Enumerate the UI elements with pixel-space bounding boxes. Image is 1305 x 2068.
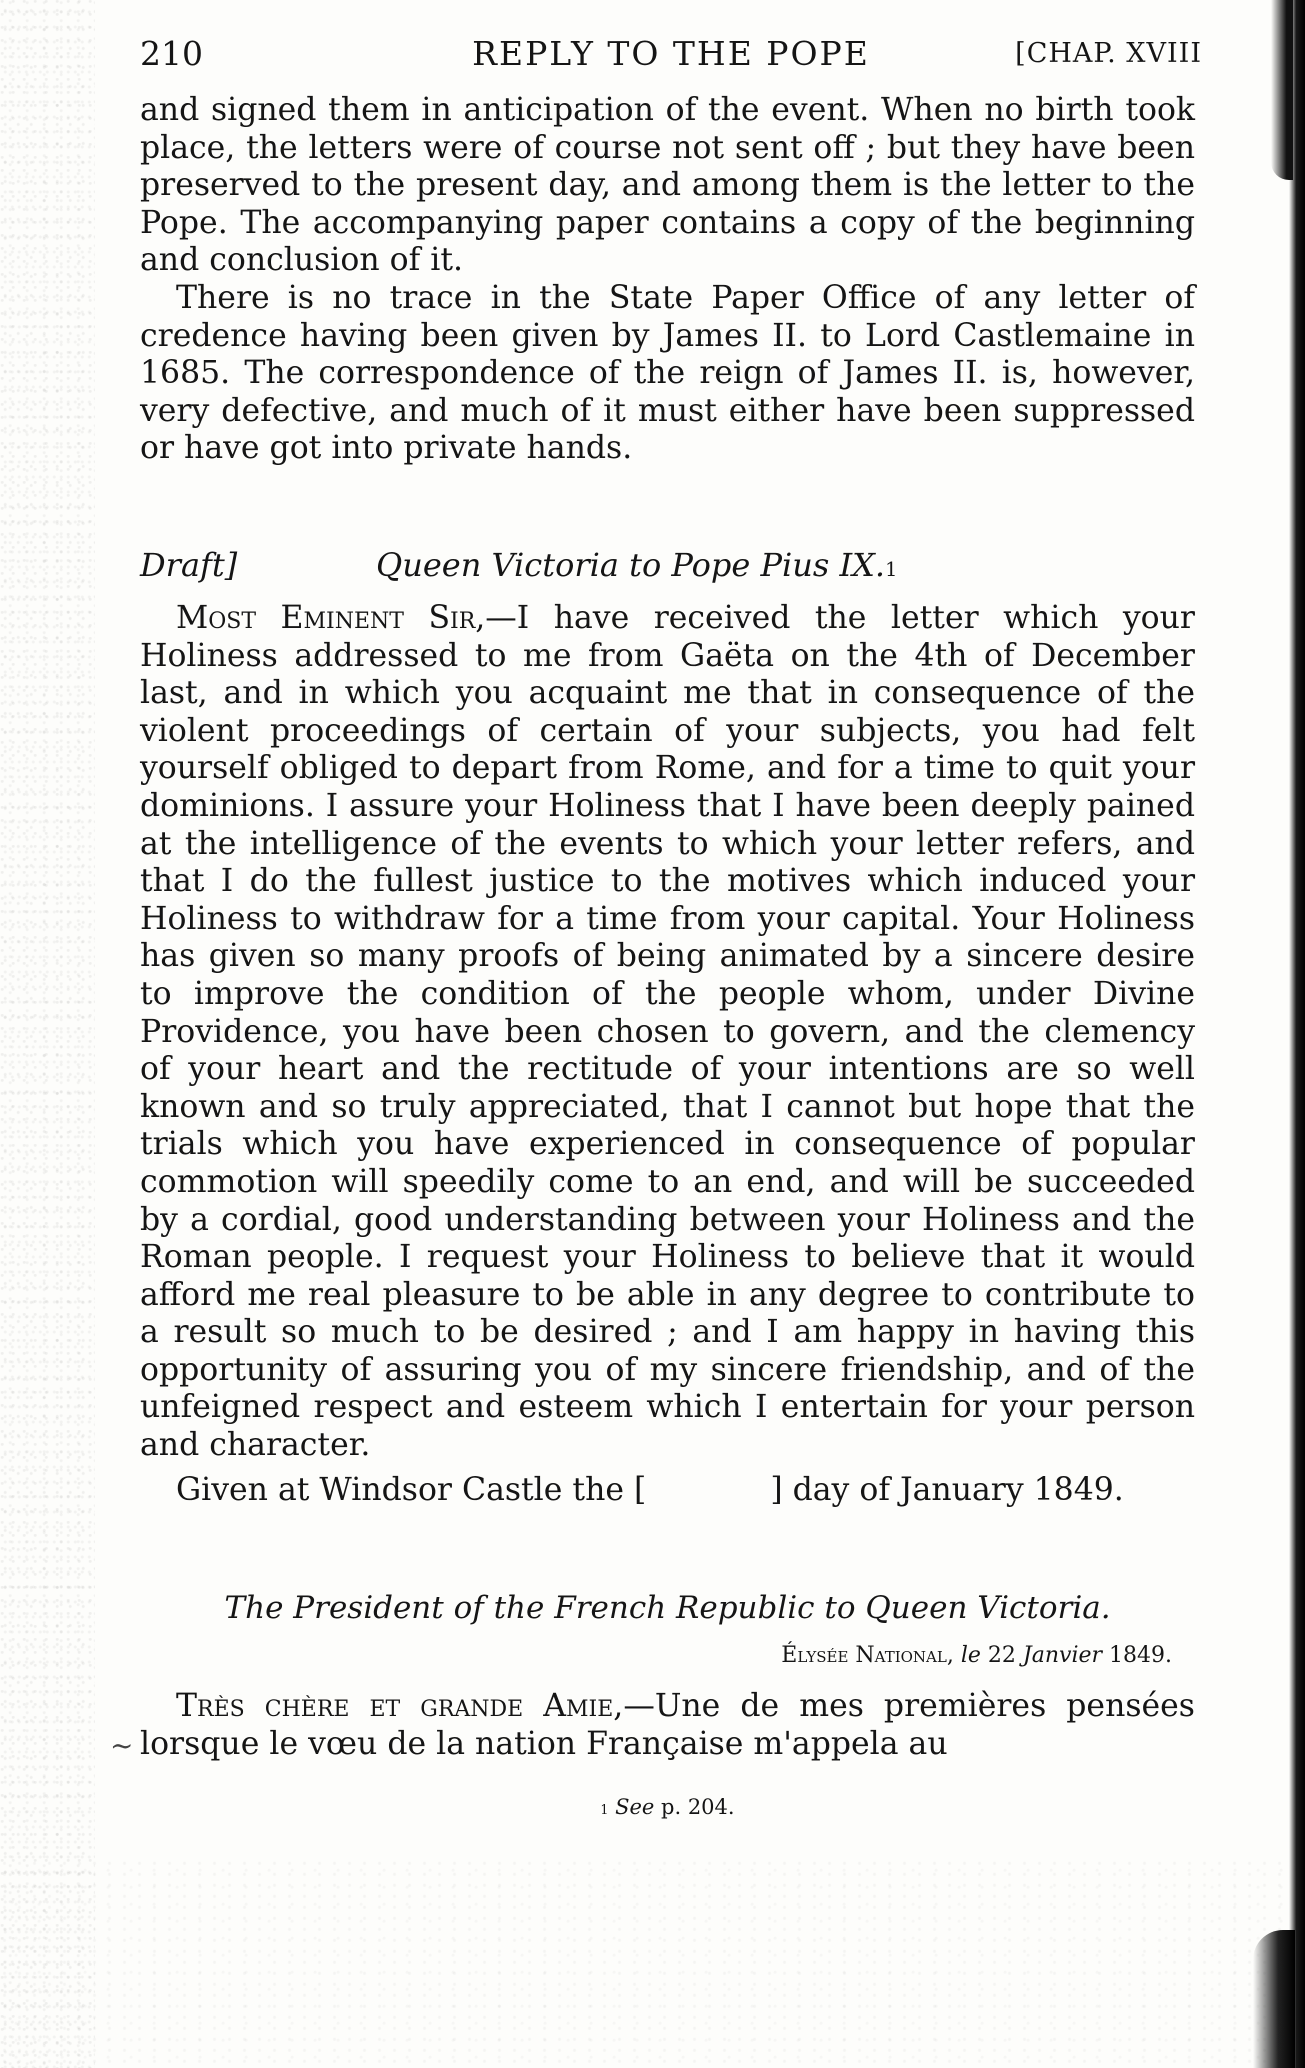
given-end: ] day of January 1849. <box>770 1472 1124 1508</box>
binding-shadow-top <box>1271 0 1293 180</box>
dateline-year: 1849. <box>1109 1643 1172 1668</box>
intro-paragraph-1: and signed them in anticipation of the event. When no birth took place, the letters were of course not sent off ; but they have been preserved to the present day, and among them is the letter to the Pope. The accompanying paper contains a copy of the beginning and conclusion of it. <box>140 92 1195 279</box>
intro-paragraph-2: There is no trace in the State Paper Office of any letter of credence having been given by James II. to Lord Castlemaine in 1685. The correspondence of the reign of James II. is, however, very defective, and much of it must either have been suppressed or have got into private hands. <box>140 279 1195 467</box>
letter-2-heading: The President of the French Republic to Queen Victoria. <box>224 1590 1111 1626</box>
footnote-marker: 1 <box>885 558 898 581</box>
dateline-day: 22 <box>987 1643 1016 1668</box>
footnote-number: 1 <box>600 1802 609 1817</box>
letter-1-text: —I have received the letter which your Holiness addressed to me from Gaëta on the 4th of December last, and in which you acquaint me that in consequence of the violent proceedings of certain of your subjects, you had felt yourself obliged to depart from Rome, and for a time to quit your dominions. I assure your Holiness that I have been deeply pained at the intelligence of the events to which your letter refers, and that I do the fullest justice to the motives which induced your Holiness to withdraw for a time from your capital. Your Holiness has given so many proofs of being animated by a sincere desire to improve the condition of the people whom, under Divine Providence, you have been chosen to govern, and the clemency of your heart and the rectitude of your intentions are so well known and so truly appreciated, that I cannot but hope that the trials which you have experienced in consequence of popular commotion will speedily come to an end, and will be succeeded by a cordial, good understanding between your Holiness and the Roman people. I request your Holiness to believe that it would afford me real pleasure to be able in any degree to contribute to a result so much to be desired ; and I am happy in having this opportunity of assuring you of my sincere friendship, and of the unfeigned respect and esteem which I entertain for your person and character. <box>140 600 1195 1464</box>
letter-2-text: —Une de mes premières pensées lorsque le vœu de la nation Française m'appela au <box>140 1688 1195 1762</box>
letter-1-title-text: Queen Victoria to Pope Pius IX. <box>376 546 886 584</box>
running-title: REPLY TO THE POPE <box>472 34 870 73</box>
dateline-place: Élysée National, <box>781 1643 954 1668</box>
letter-1-heading <box>140 544 1195 586</box>
letter-2-paragraph <box>140 1688 1195 1763</box>
dateline-month: Janvier <box>1022 1643 1103 1668</box>
letter-1-body <box>140 600 1195 1465</box>
given-start: Given at Windsor Castle the [ <box>176 1472 647 1508</box>
page-number: 210 <box>140 34 203 73</box>
letter-1-title <box>376 544 897 586</box>
draft-tag: Draft] <box>140 546 238 584</box>
footnote-ref: p. 204. <box>661 1795 735 1819</box>
dateline-le: le <box>960 1643 981 1668</box>
letter-2-body <box>140 1688 1195 1763</box>
scan-noise-bottom <box>0 1860 1305 2068</box>
letter-1-given-line <box>140 1471 1195 1509</box>
intro-text <box>140 92 1195 468</box>
margin-mark: ~ <box>110 1729 134 1762</box>
scan-noise-left <box>0 0 95 2068</box>
letter-1-paragraph <box>140 600 1195 1465</box>
running-header <box>140 32 1202 76</box>
chapter-reference: [CHAP. XVIII <box>1015 38 1202 69</box>
binding-shadow-bottom <box>1253 1930 1295 2068</box>
letter-2-salutation: Très chère et grande Amie, <box>176 1688 624 1724</box>
letter-2-dateline <box>140 1640 1172 1672</box>
binding-edge <box>1289 0 1305 2068</box>
footnote <box>140 1792 1195 1822</box>
letter-1-salutation: Most Eminent Sir, <box>176 600 486 636</box>
footnote-see: See <box>615 1795 655 1819</box>
